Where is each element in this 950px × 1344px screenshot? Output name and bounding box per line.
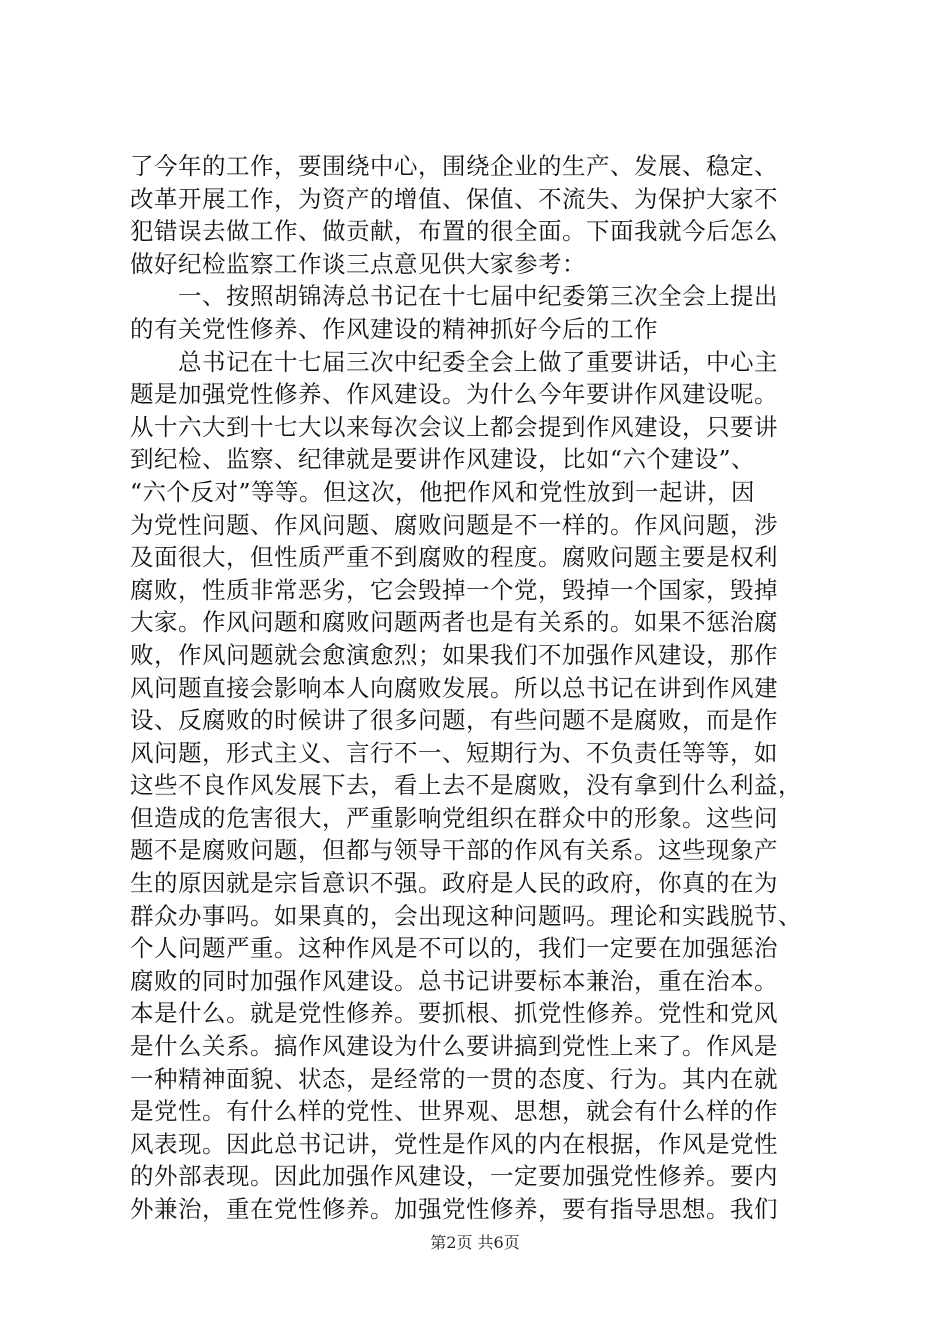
text-line: 题不是腐败问题，但都与领导干部的作风有关系。这些现象产 bbox=[130, 836, 778, 865]
text-line: 犯错误去做工作、做贡献，布置的很全面。下面我就今后怎么 bbox=[130, 217, 778, 246]
page-footer: 第2页 共6页 bbox=[430, 1233, 520, 1252]
text-line: 总书记在十七届三次中纪委全会上做了重要讲话，中心主 bbox=[130, 347, 778, 376]
text-line: 是什么关系。搞作风建设为什么要讲搞到党性上来了。作风是 bbox=[130, 1032, 778, 1061]
document-body bbox=[130, 150, 830, 1226]
text-line: 腐败的同时加强作风建设。总书记讲要标本兼治，重在治本。 bbox=[130, 966, 778, 995]
text-line: 设、反腐败的时候讲了很多问题，有些问题不是腐败，而是作 bbox=[130, 706, 778, 735]
text-line: 从十六大到十七大以来每次会议上都会提到作风建设，只要讲 bbox=[130, 412, 778, 441]
text-line: 的外部表现。因此加强作风建设，一定要加强党性修养。要内 bbox=[130, 1162, 778, 1191]
text-line: 风表现。因此总书记讲，党性是作风的内在根据，作风是党性 bbox=[130, 1129, 778, 1158]
text-line: 做好纪检监察工作谈三点意见供大家参考： bbox=[130, 249, 586, 278]
text-line: 个人问题严重。这种作风是不可以的，我们一定要在加强惩治 bbox=[130, 934, 778, 963]
text-line: “六个反对”等等。但这次，他把作风和党性放到一起讲，因 bbox=[130, 477, 756, 506]
text-line: 是党性。有什么样的党性、世界观、思想，就会有什么样的作 bbox=[130, 1097, 778, 1126]
text-line: 群众办事吗。如果真的，会出现这种问题吗。理论和实践脱节、 bbox=[130, 901, 802, 930]
text-line: 风问题，形式主义、言行不一、短期行为、不负责任等等，如 bbox=[130, 738, 778, 767]
text-line: 风问题直接会影响本人向腐败发展。所以总书记在讲到作风建 bbox=[130, 673, 778, 702]
text-line: 外兼治，重在党性修养。加强党性修养，要有指导思想。我们 bbox=[130, 1195, 778, 1223]
text-line: 改革开展工作，为资产的增值、保值、不流失、为保护大家不 bbox=[130, 184, 778, 213]
text-line: 及面很大，但性质严重不到腐败的程度。腐败问题主要是权利 bbox=[130, 543, 778, 572]
text-line: 为党性问题、作风问题、腐败问题是不一样的。作风问题，涉 bbox=[130, 510, 778, 539]
section-heading-line: 的有关党性修养、作风建设的精神抓好今后的工作 bbox=[130, 314, 658, 343]
text-line: 败，作风问题就会愈演愈烈；如果我们不加强作风建设，那作 bbox=[130, 640, 778, 669]
text-line: 题是加强党性修养、作风建设。为什么今年要讲作风建设呢。 bbox=[130, 380, 778, 409]
text-line: 到纪检、监察、纪律就是要讲作风建设，比如“六个建设”、 bbox=[130, 445, 756, 474]
section-heading-line: 一、按照胡锦涛总书记在十七届中纪委第三次全会上提出 bbox=[130, 282, 778, 311]
text-line: 但造成的危害很大，严重影响党组织在群众中的形象。这些问 bbox=[130, 803, 778, 832]
text-line: 这些不良作风发展下去，看上去不是腐败，没有拿到什么利益， bbox=[130, 771, 802, 800]
text-line: 大家。作风问题和腐败问题两者也是有关系的。如果不惩治腐 bbox=[130, 608, 778, 637]
text-line: 腐败，性质非常恶劣，它会毁掉一个党，毁掉一个国家，毁掉 bbox=[130, 575, 778, 604]
text-line: 了今年的工作，要围绕中心，围绕企业的生产、发展、稳定、 bbox=[130, 152, 778, 180]
text-line: 一种精神面貌、状态，是经常的一贯的态度、行为。其内在就 bbox=[130, 1064, 778, 1093]
text-line: 本是什么。就是党性修养。要抓根、抓党性修养。党性和党风 bbox=[130, 999, 778, 1028]
text-line: 生的原因就是宗旨意识不强。政府是人民的政府，你真的在为 bbox=[130, 869, 778, 898]
